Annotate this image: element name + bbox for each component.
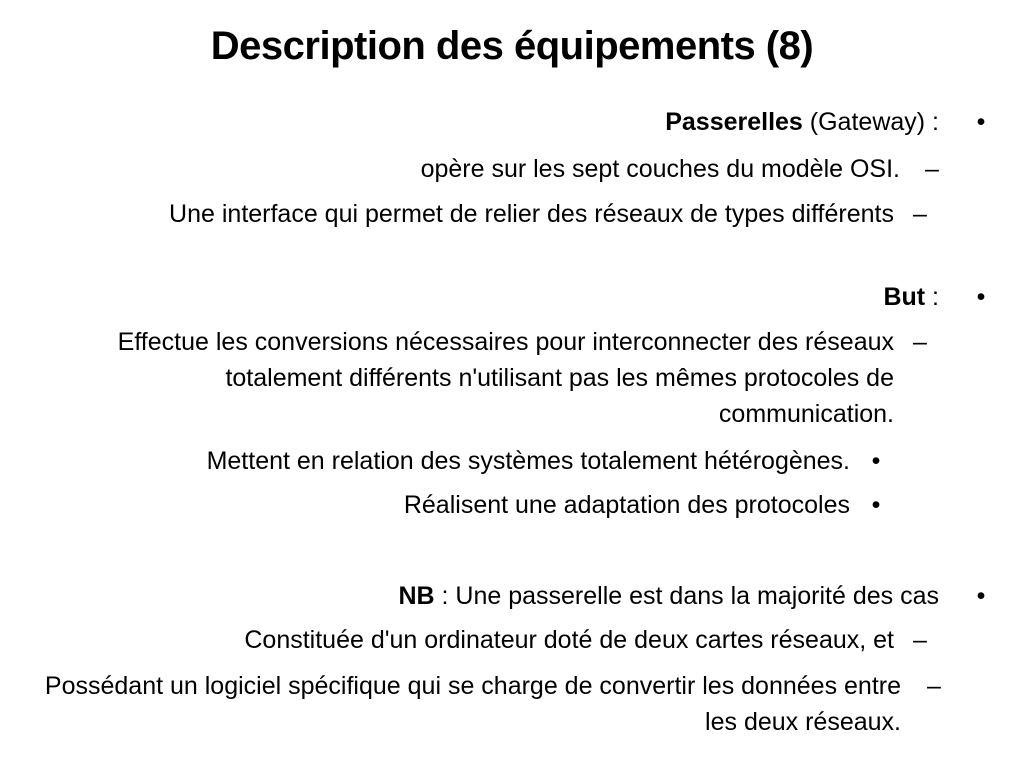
bullet-item-bold: NB: [398, 582, 435, 610]
dash-marker: –: [913, 328, 927, 356]
sub-item-text: Une interface qui permet de relier des réseaux de types différents: [169, 200, 894, 228]
bullet-marker: •: [976, 582, 986, 610]
sub-item-interface: [104, 196, 927, 232]
sub-item-conversions: [44, 324, 927, 432]
bullet-item-text: :: [925, 283, 939, 311]
bullet-item-text: (Gateway) :: [802, 108, 939, 136]
dash-marker: –: [927, 672, 941, 700]
bullet-item-bold: Passerelles: [665, 108, 803, 136]
sub-bullet-text: Mettent en relation des systèmes totalement hétérogènes.: [206, 447, 850, 475]
sub-item-osi: [80, 151, 939, 187]
bullet-item-passerelles: [39, 104, 986, 140]
sub-item-text: Possédant un logiciel spécifique qui se charge de convertir les données entre les deux réseaux.: [44, 672, 901, 736]
sub-bullet-heterogenes: [10, 443, 881, 479]
sub-item-text: Constituée d'un ordinateur doté de deux cartes réseaux, et: [244, 626, 894, 654]
bullet-marker: •: [871, 491, 881, 519]
dash-marker: –: [925, 155, 939, 183]
sub-item-text: Effectue les conversions nécessaires pour interconnecter des réseaux totalement différents n'utilisant pas les mêmes protocoles de communication.: [117, 328, 894, 428]
bullet-marker: •: [976, 283, 986, 311]
bullet-item-text: : Une passerelle est dans la majorité des cas: [434, 582, 939, 610]
sub-bullet-text: Réalisent une adaptation des protocoles: [403, 491, 850, 519]
dash-marker: –: [913, 626, 927, 654]
bullet-item-but: [39, 279, 986, 315]
bullet-marker: •: [871, 447, 881, 475]
sub-bullet-protocoles: [10, 487, 881, 523]
bullet-item-nb: [39, 578, 986, 614]
slide-title: Description des équipements (8): [210, 24, 814, 68]
sub-item-logiciel: [31, 668, 941, 740]
bullet-marker: •: [976, 108, 986, 136]
bullet-item-bold: But: [883, 283, 926, 311]
dash-marker: –: [913, 200, 927, 228]
sub-item-text: opère sur les sept couches du modèle OSI.: [420, 155, 900, 183]
sub-item-ordinateur: [44, 622, 927, 658]
